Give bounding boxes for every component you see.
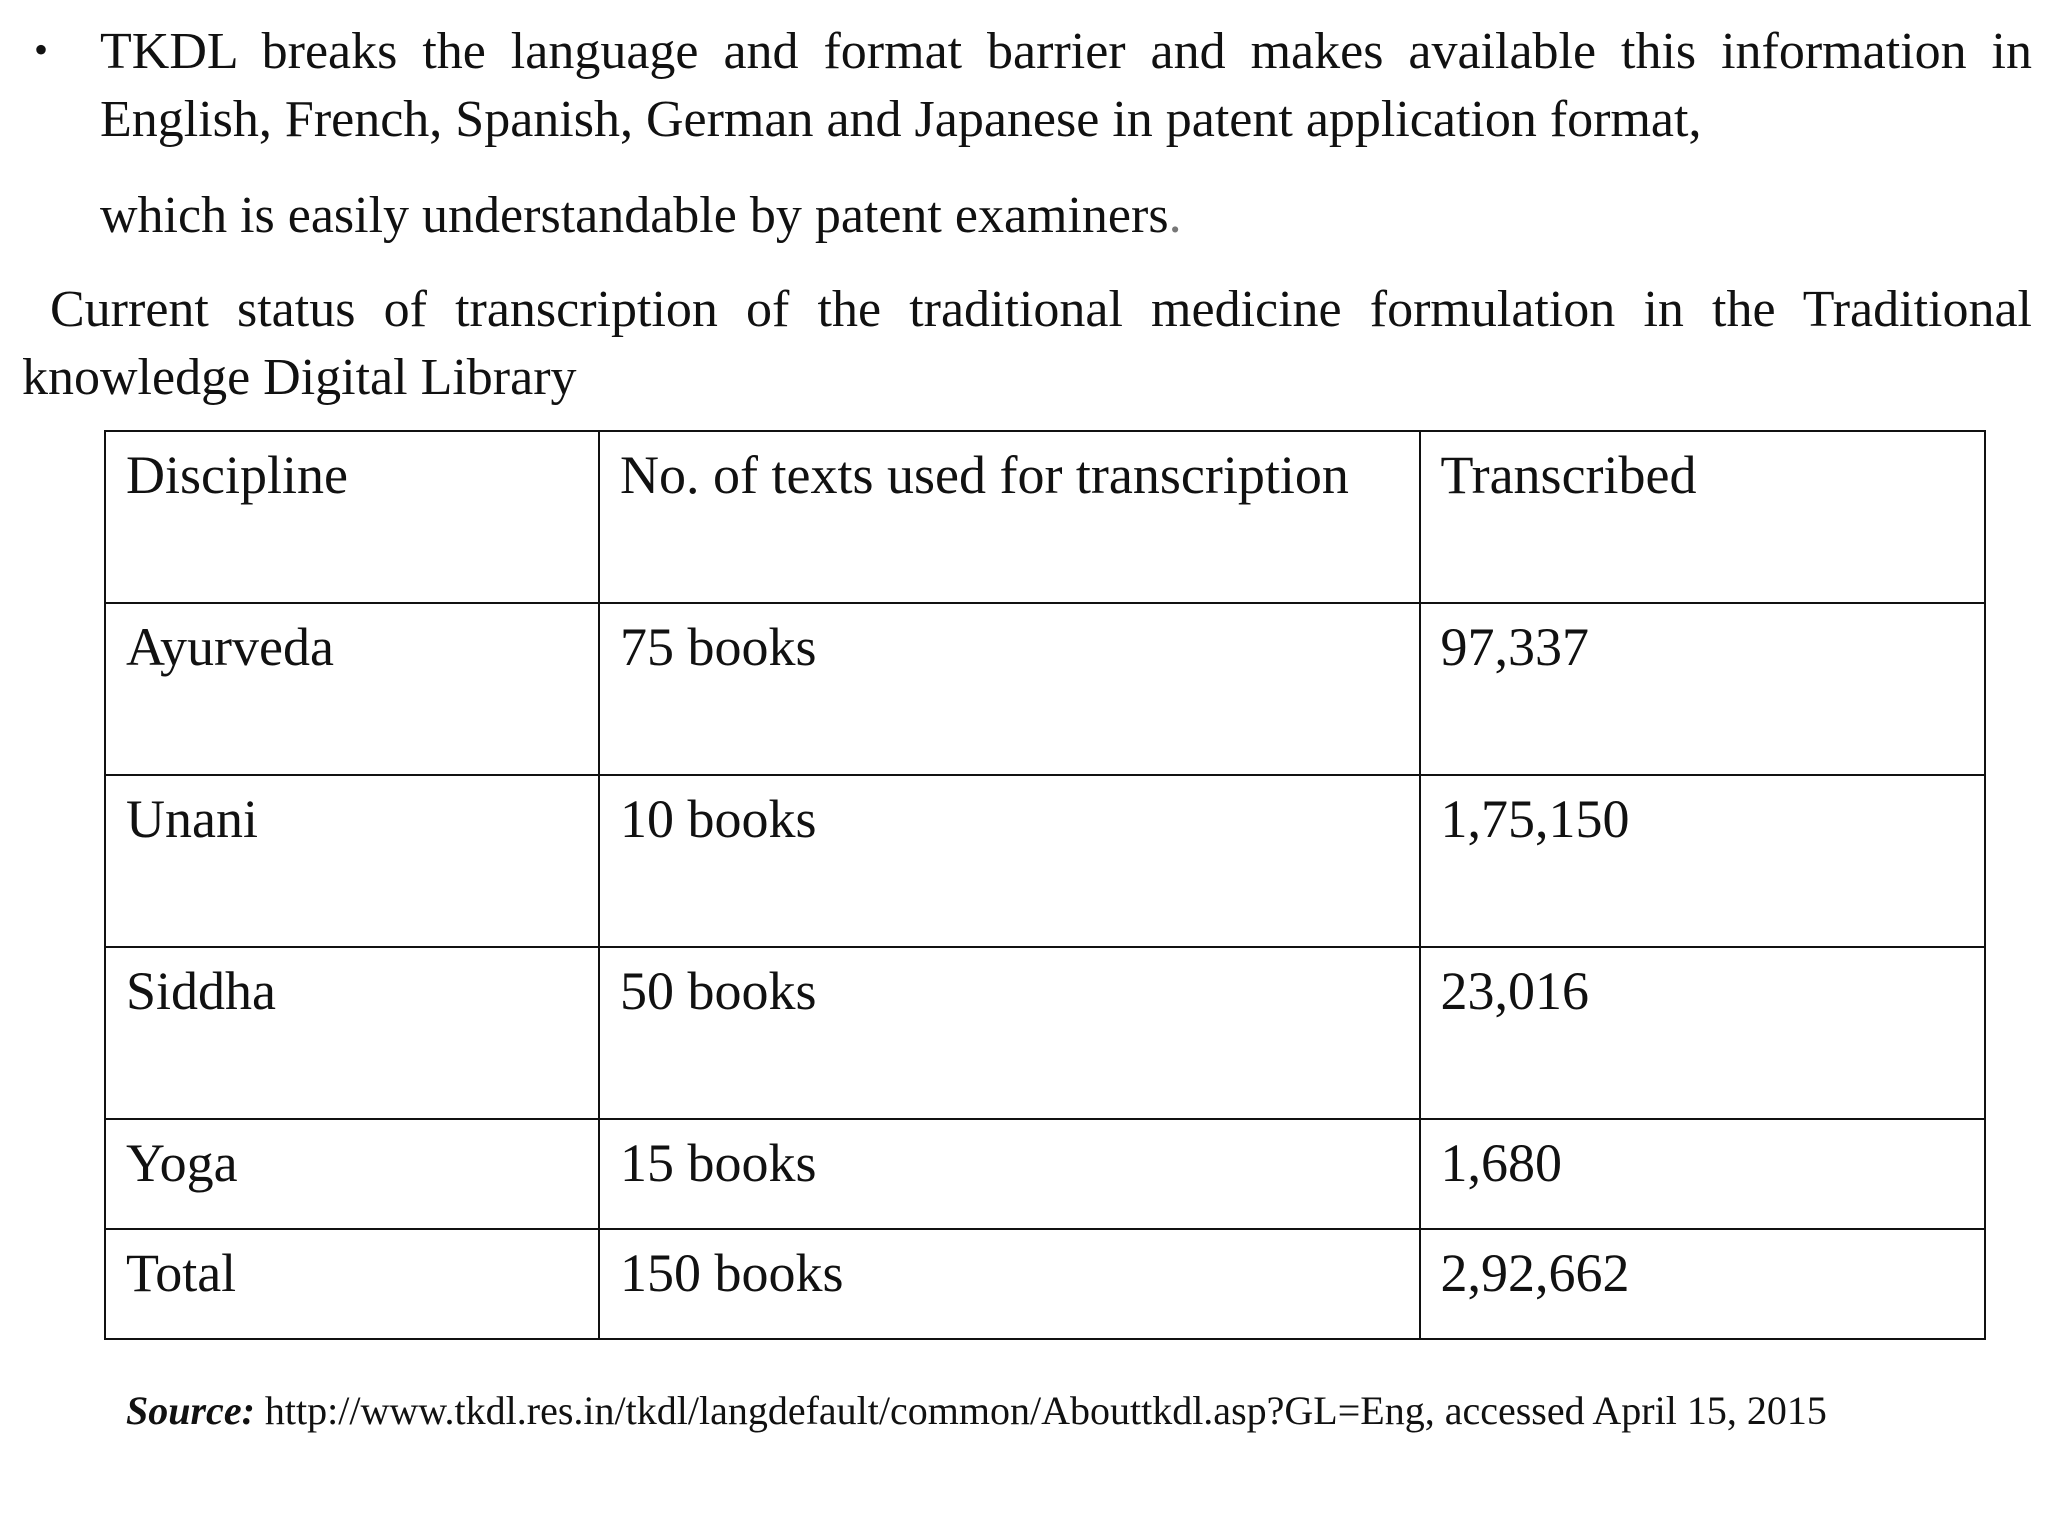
table-total-row: [105, 1229, 1985, 1339]
cell-texts-used: 75 books: [599, 603, 1420, 775]
cell-transcribed: 23,016: [1420, 947, 1985, 1119]
cell-transcribed: 1,680: [1420, 1119, 1985, 1229]
bullet-text-last-line: [100, 182, 2032, 250]
cell-discipline: Siddha: [105, 947, 599, 1119]
header-transcribed: Transcribed: [1420, 431, 1985, 603]
bullet-text: [100, 18, 2032, 250]
bullet-text-main: TKDL breaks the language and format barrier and makes available this information in English, French, Spanish, German and Japanese in patent application format,: [100, 23, 2032, 148]
header-discipline: Discipline: [105, 431, 599, 603]
cell-discipline: Total: [105, 1229, 599, 1339]
cell-discipline: Unani: [105, 775, 599, 947]
bullet-marker: •: [34, 27, 49, 72]
cell-transcribed: 2,92,662: [1420, 1229, 1985, 1339]
bullet-paragraph: [20, 18, 2032, 250]
table-row: [105, 947, 1985, 1119]
cell-texts-used: 50 books: [599, 947, 1420, 1119]
table-header-row: [105, 431, 1985, 603]
bullet-text-last-line-text: which is easily understandable by patent examiners: [100, 187, 1169, 244]
cell-transcribed: 97,337: [1420, 603, 1985, 775]
source-text: http://www.tkdl.res.in/tkdl/langdefault/common/Abouttkdl.asp?GL=Eng, accessed April 15, 2015: [264, 1388, 1827, 1433]
source-label: Source:: [126, 1388, 255, 1433]
cell-transcribed: 1,75,150: [1420, 775, 1985, 947]
cell-discipline: Ayurveda: [105, 603, 599, 775]
cell-discipline: Yoga: [105, 1119, 599, 1229]
table-row: [105, 775, 1985, 947]
bullet-end-mark: .: [1168, 187, 1182, 244]
cell-texts-used: 10 books: [599, 775, 1420, 947]
header-texts-used: No. of texts used for transcription: [599, 431, 1420, 603]
source-note: [126, 1385, 1926, 1437]
transcription-table: [104, 430, 1986, 1340]
table-row: [105, 1119, 1985, 1229]
cell-texts-used: 150 books: [599, 1229, 1420, 1339]
cell-texts-used: 15 books: [599, 1119, 1420, 1229]
table-caption: Current status of transcription of the traditional medicine formulation in the Traditional knowledge Digital Library: [22, 281, 2032, 406]
table-row: [105, 603, 1985, 775]
